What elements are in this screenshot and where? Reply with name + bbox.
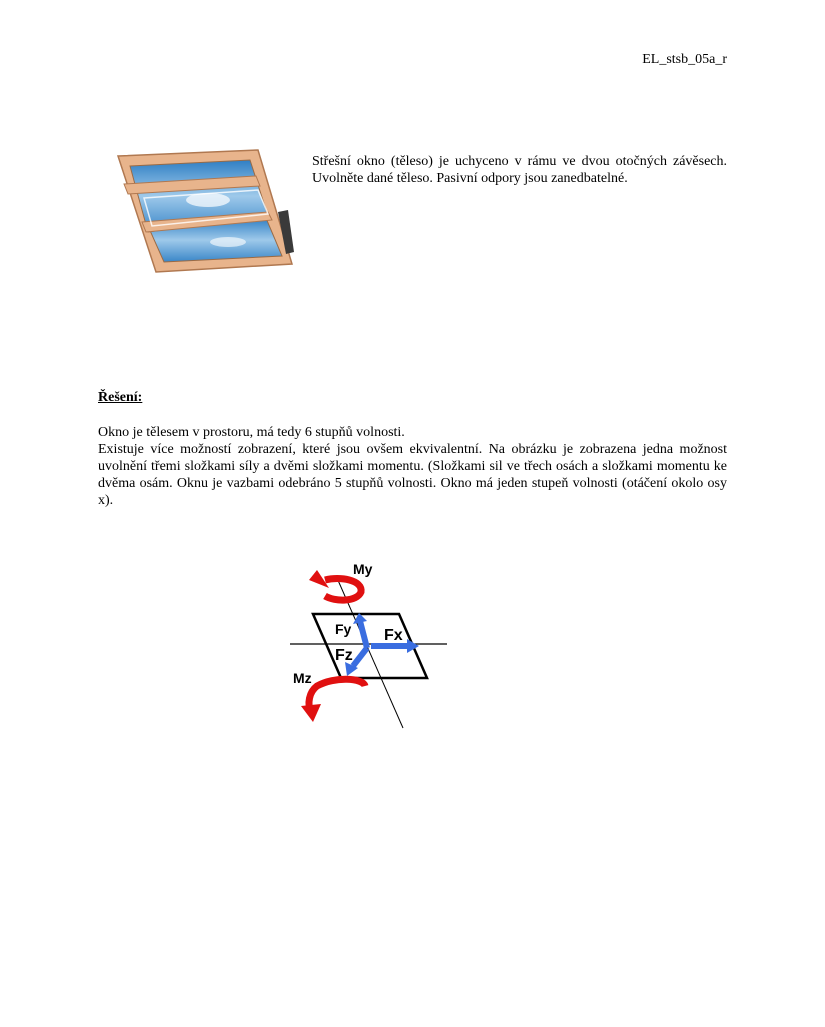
free-body-diagram <box>285 558 455 733</box>
fz-arrow <box>353 648 367 666</box>
mz-label: Mz <box>293 670 312 686</box>
my-moment-arrow <box>325 579 361 601</box>
roof-window-illustration <box>108 148 296 274</box>
solution-heading: Řešení: <box>98 390 143 405</box>
task-description: Střešní okno (těleso) je uchyceno v rámu ve dvou otočných závěsech. Uvolněte dané těleso. Pasivní odpory jsou zanedbatelné. <box>312 154 727 186</box>
document-code: EL_stsb_05a_r <box>642 52 727 67</box>
fx-label: Fx <box>384 627 403 644</box>
solution-line-1: Okno je tělesem v prostoru, má tedy 6 stupňů volnosti. <box>98 425 405 440</box>
solution-paragraph: Existuje více možností zobrazení, které jsou ovšem ekvivalentní. Na obrázku je zobrazena jedna možnost uvolnění třemi složkami síly a dvěmi složkami momentu. (Složkami sil ve třech osách a složkami momentu ke dvěma osám. Oknu je vazbami odebráno 5 stupňů volnosti. Okno má jeden stupeň volnosti (otáčení okolo osy x). <box>98 442 727 508</box>
my-label: My <box>353 561 373 577</box>
fz-label: Fz <box>335 647 353 664</box>
solution-text <box>98 424 727 509</box>
fy-label: Fy <box>335 621 352 637</box>
